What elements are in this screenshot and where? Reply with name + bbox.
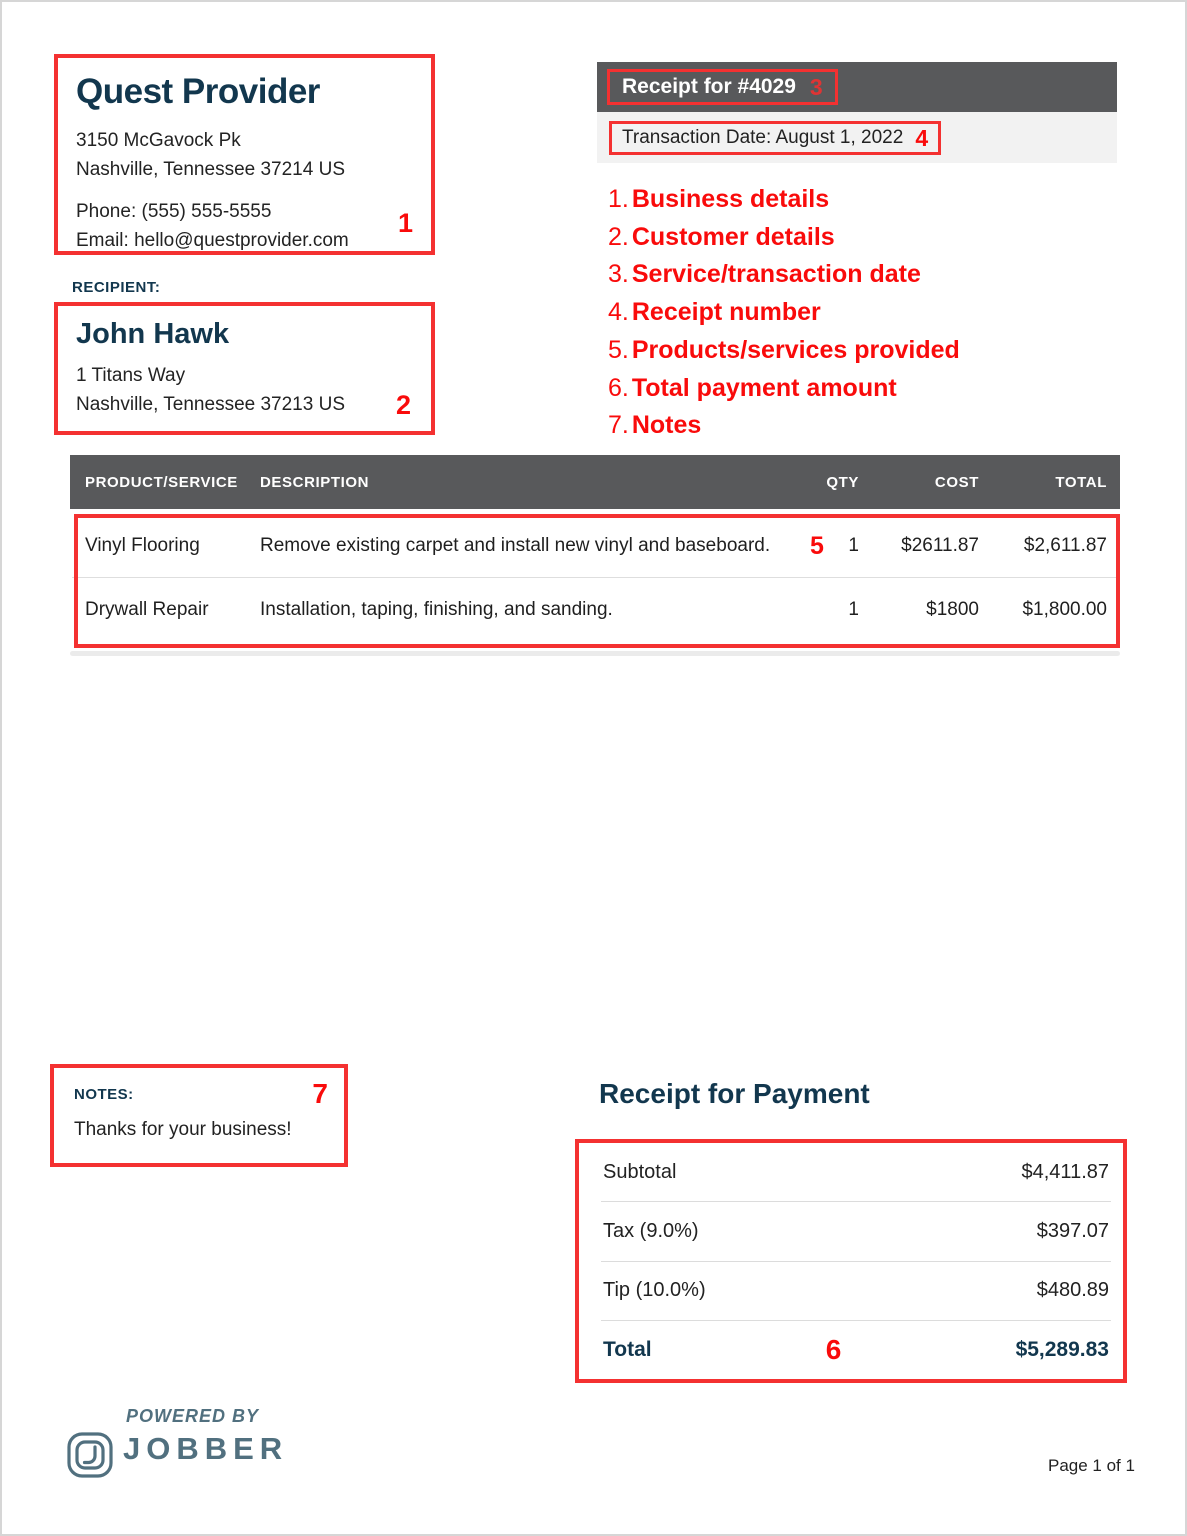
item-cost: $1800: [926, 598, 979, 620]
notes-box: [50, 1064, 348, 1167]
receipt-number-box: [607, 69, 838, 105]
business-details-box: [54, 54, 435, 255]
item-description: Installation, taping, finishing, and sanding.: [260, 598, 613, 620]
legend-number: 3.: [608, 260, 629, 289]
item-product: Drywall Repair: [85, 598, 209, 620]
total-value: $5,289.83: [1015, 1337, 1109, 1361]
item-qty: 1: [848, 598, 859, 620]
annotation-number-1: 1: [397, 208, 413, 238]
annotation-legend: [608, 181, 960, 445]
receipt-title: Receipt for #4029: [622, 75, 796, 98]
tax-row: [579, 1202, 1123, 1260]
column-header-description: DESCRIPTION: [260, 473, 370, 491]
powered-by-text: POWERED BY: [126, 1406, 260, 1426]
transaction-date-strip: [597, 112, 1117, 163]
column-header-qty: QTY: [826, 473, 859, 491]
legend-label: Total payment amount: [631, 373, 897, 402]
subtotal-row: [579, 1143, 1123, 1201]
business-email: Email: hello@questprovider.com: [76, 230, 349, 251]
column-header-total: TOTAL: [1055, 473, 1107, 491]
total-row: [579, 1321, 1123, 1379]
legend-number: 5.: [608, 335, 629, 364]
legend-label: Receipt number: [631, 298, 821, 327]
legend-item-products-services: [608, 332, 960, 370]
transaction-date: Transaction Date: August 1, 2022: [622, 127, 904, 148]
legend-label: Customer details: [631, 222, 835, 251]
notes-label: NOTES:: [74, 1086, 134, 1103]
recipient-label: RECIPIENT:: [72, 279, 161, 296]
item-total: $2,611.87: [1023, 534, 1107, 556]
annotation-number-2: 2: [395, 390, 411, 420]
business-address-line2: Nashville, Tennessee 37214 US: [76, 159, 345, 180]
legend-label: Business details: [631, 185, 830, 213]
business-name: Quest Provider: [76, 72, 320, 111]
tip-row: [579, 1262, 1123, 1320]
subtotal-label: Subtotal: [603, 1160, 677, 1183]
legend-item-business-details: [608, 181, 960, 219]
item-product: Vinyl Flooring: [85, 534, 200, 556]
total-label: Total: [603, 1337, 652, 1361]
legend-label: Notes: [631, 411, 702, 440]
legend-label: Service/transaction date: [631, 260, 921, 289]
receipt-header-bar: [597, 62, 1117, 112]
items-table-header: [70, 455, 1120, 509]
recipient-address-line1: 1 Titans Way: [76, 365, 186, 386]
item-total: $1,800.00: [1022, 598, 1107, 620]
business-address-line1: 3150 McGavock Pk: [76, 130, 241, 151]
legend-number: 1.: [608, 185, 629, 213]
table-row: [70, 514, 1120, 577]
annotation-number-7: 7: [312, 1078, 328, 1109]
recipient-details-box: [54, 302, 435, 435]
tip-label: Tip (10.0%): [603, 1279, 706, 1302]
business-phone: Phone: (555) 555-5555: [76, 201, 272, 222]
item-qty: 1: [848, 534, 859, 556]
tax-value: $397.07: [1036, 1219, 1109, 1242]
payment-heading: Receipt for Payment: [599, 1078, 870, 1109]
legend-number: 6.: [608, 373, 629, 402]
legend-number: 4.: [608, 298, 629, 327]
jobber-wordmark: JOBBER: [123, 1431, 289, 1466]
items-table-body: [70, 514, 1120, 641]
column-header-cost: COST: [934, 473, 979, 491]
legend-item-total-payment: [608, 370, 960, 408]
item-cost: $2611.87: [901, 534, 979, 556]
annotation-number-5: 5: [810, 532, 824, 560]
table-row: [70, 578, 1120, 641]
legend-item-receipt-number: [608, 294, 960, 332]
legend-number: 2.: [608, 222, 629, 251]
subtotal-value: $4,411.87: [1021, 1160, 1109, 1183]
legend-label: Products/services provided: [631, 335, 960, 364]
annotation-number-6: 6: [825, 1333, 842, 1365]
table-footer-divider: [70, 651, 1120, 656]
legend-number: 7.: [608, 411, 629, 440]
annotation-number-3: 3: [809, 73, 823, 100]
annotation-number-4: 4: [915, 124, 929, 151]
jobber-logo-icon: [66, 1431, 114, 1484]
legend-item-transaction-date: [608, 256, 960, 294]
column-header-product-service: PRODUCT/SERVICE: [85, 473, 238, 491]
recipient-address-line2: Nashville, Tennessee 37213 US: [76, 394, 345, 415]
item-description: Remove existing carpet and install new vinyl and baseboard.: [260, 534, 771, 556]
tip-value: $480.89: [1036, 1279, 1109, 1302]
notes-text: Thanks for your business!: [74, 1119, 292, 1140]
payment-totals-box: [575, 1139, 1127, 1383]
transaction-date-box: [609, 121, 941, 155]
page-number: Page 1 of 1: [1048, 1456, 1135, 1475]
tax-label: Tax (9.0%): [603, 1219, 699, 1242]
recipient-name: John Hawk: [76, 318, 230, 350]
legend-item-notes: [608, 407, 960, 445]
legend-item-customer-details: [608, 219, 960, 257]
